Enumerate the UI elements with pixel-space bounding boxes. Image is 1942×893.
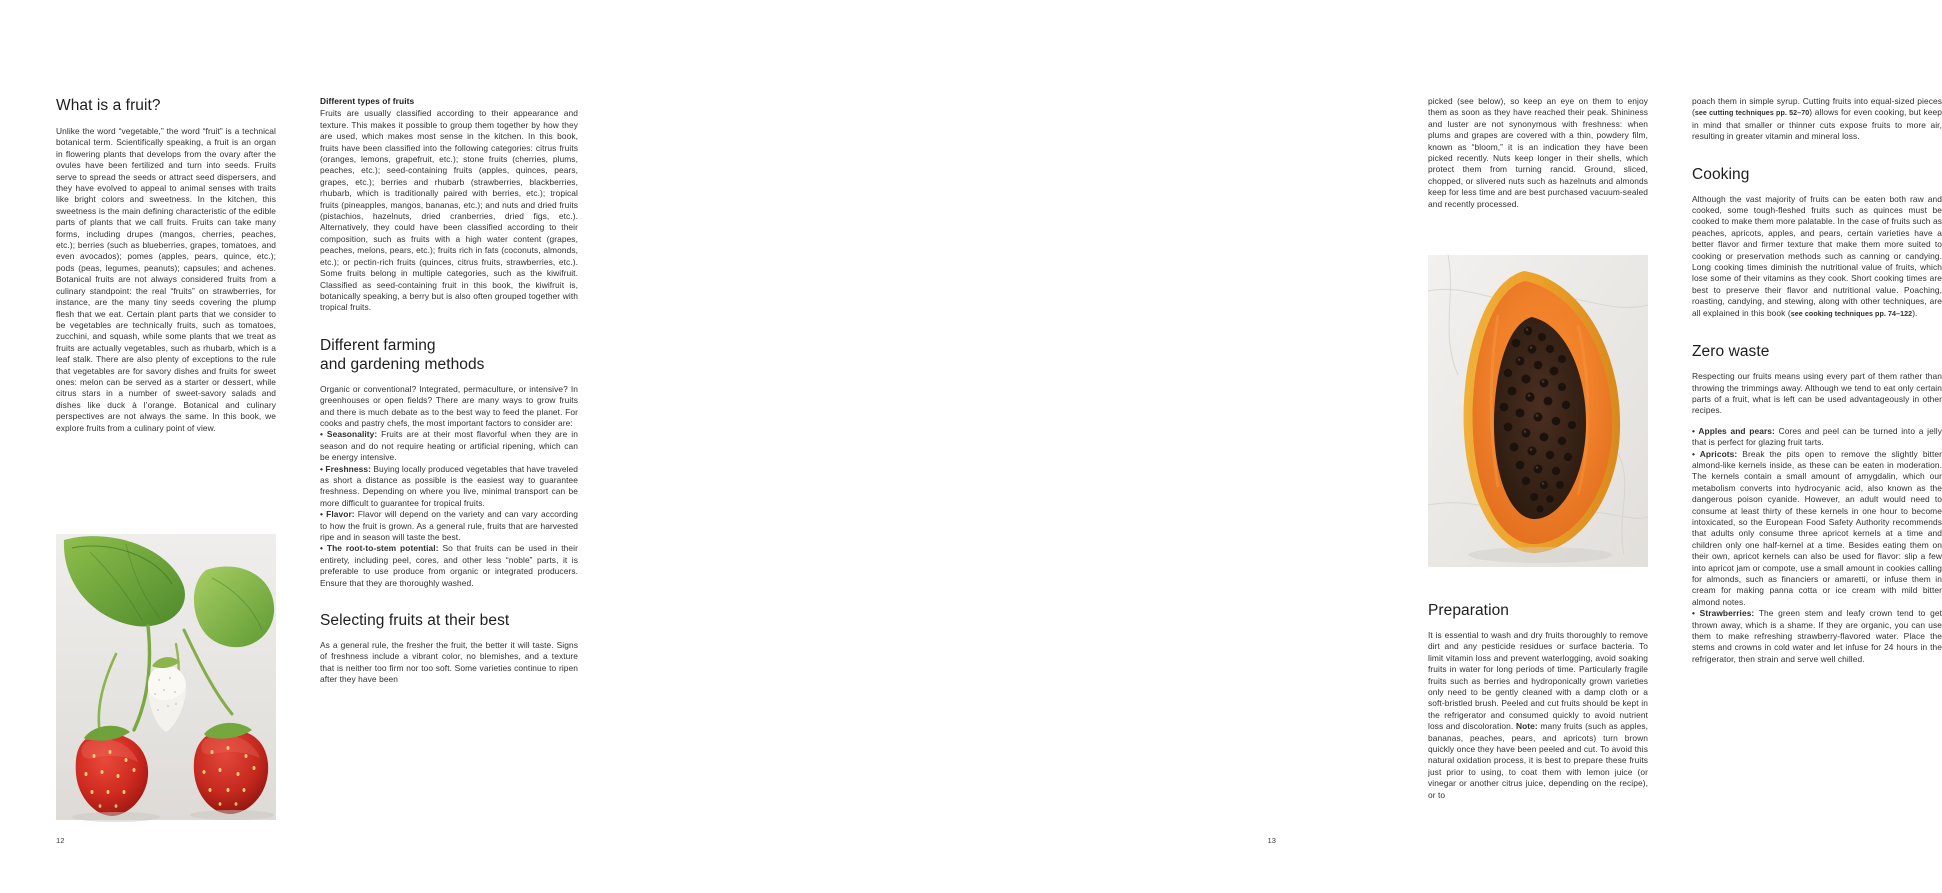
column-one [56, 96, 276, 434]
column-three-lower [1428, 601, 1648, 801]
bullet-root-to-stem [320, 543, 578, 589]
heading-line-1: Different farming [320, 336, 436, 354]
bullet-label: • The root-to-stem potential: [320, 543, 439, 554]
bullet-seasonality [320, 429, 578, 463]
bullet-text: Buying locally produced vegetables that have traveled as short a distance as possible is the easiest way to guarantee freshness. Depending on where you live, minimal transport can be more difficult to guarantee for tropical fruits. [320, 463, 579, 508]
bullet-label: • Strawberries: [1692, 608, 1755, 619]
strawberry-illustration [56, 534, 276, 820]
papaya-photo [1428, 255, 1648, 567]
page-number-right: 13 [1267, 836, 1276, 845]
heading-cooking: Cooking [1692, 165, 1750, 183]
bullet-text: So that fruits can be used in their entirety, including peel, cores, and other less “noble” parts, it is preferable to use produce from organic or integrated producers. Ensure that they are thoroughly washed. [320, 543, 578, 588]
body-paragraph: As a general rule, the fresher the fruit, the better it will taste. Signs of freshness include a vibrant color, no blemishes, and a texture that is neither too firm nor too soft. Some varieties continue to ripen after they have been [320, 640, 578, 685]
bullet-apricots [1692, 449, 1942, 609]
bullet-strawberries [1692, 608, 1942, 665]
body-paragraph [1428, 630, 1648, 801]
papaya-illustration [1428, 255, 1648, 567]
left-page [0, 0, 666, 893]
page-number-left: 12 [56, 836, 65, 845]
bullet-label: • Seasonality: [320, 429, 378, 440]
bullet-freshness [320, 464, 578, 510]
bullet-text: Break the pits open to remove the slightly bitter almond-like kernels inside, as these can be eaten in moderation. The kernels contain a small amount of amygdalin, which our metabolism converts into hydrocyanic acid, also known as the dangerous poison cyanide. However, an adult would need to consume at least thirty of these kernels in one hour to become intoxicated, so the European Food Safety Authority recommends that adults only consume three apricot kernels at a time and children only one half-kernel at a time. Besides eating them on their own, apricot kernels can also be used for flavor: slip a few into apricot jam or compote, use a small amount in cookies calling for almonds, such as financiers or amaretti, or infuse them in cream for making panna cotta or ice cream with mild bitter almond notes. [1692, 448, 1942, 607]
page-title: What is a fruit? [56, 97, 161, 114]
column-four [1692, 96, 1942, 665]
bullet-text: Flavor will depend on the variety and can vary according to how the fruit is grown. As a general rule, fruits that are harvested ripe and in season will taste the best. [320, 509, 579, 542]
body-paragraph: Respecting our fruits means using every part of them rather than throwing the trimmings away. Although we tend to eat only certain parts of a fruit, what is left can be used advantageously in other recipes. [1692, 371, 1942, 416]
subheading-different-types: Different types of fruits [320, 96, 415, 106]
bullet-label: • Apples and pears: [1692, 425, 1775, 436]
cross-reference-cutting[interactable]: see cutting techniques pp. 52–70 [1694, 109, 1810, 118]
bullet-label: • Freshness: [320, 463, 371, 474]
heading-selecting-fruits: Selecting fruits at their best [320, 612, 510, 630]
bullet-text: The green stem and leafy crown tend to get thrown away, which is a shame. If they are organic, you can use them to make refreshing strawberry-flavored water. Place the stems and crowns in cold water and let infuse for 24 hours in the refrigerator, then strain and serve well chilled. [1692, 608, 1942, 664]
paragraph-part-1: It is essential to wash and dry fruits thoroughly to remove dirt and any pesticide residues or surface bacteria. To limit vitamin loss and prevent waterlogging, avoid soaking fruits in water for long periods of time. Particularly fragile fruits such as berries and hydroponically grown varieties only need to be gently cleaned with a damp cloth or a soft-bristled brush. Peeled and cut fruits should be kept in the refrigerator and consumed quickly to avoid nutrient loss and discoloration. [1428, 630, 1648, 732]
heading-preparation: Preparation [1428, 602, 1509, 619]
bullet-label: • Flavor: [320, 509, 355, 520]
bullet-flavor [320, 509, 578, 543]
paragraph-part-1: poach them in simple syrup. Cutting fruits into equal-sized pieces ( [1692, 96, 1942, 118]
bullet-label: • Apricots: [1692, 448, 1738, 459]
heading-line-2: and gardening methods [320, 355, 485, 373]
heading-zero-waste: Zero waste [1692, 343, 1770, 361]
note-label: Note: [1515, 721, 1538, 732]
body-paragraph [1692, 96, 1942, 143]
heading-farming-methods [320, 336, 578, 374]
body-paragraph: Fruits are usually classified according to their appearance and texture. This makes it possible to group them together by how they are used, which makes most sense in the kitchen. In this book, fruits have been classified into the following categories: citrus fruits (oranges, lemons, grapefruit, etc.); stone fruits (cherries, plums, peaches, etc.); seed-containing fruits (apples, quinces, pears, grapes, etc.); berries and rhubarb (strawberries, blackberries, rhubarb, which is traditionally paired with berries, etc.); tropical fruits (pineapples, mangos, bananas, etc.); and nuts and dried fruits (pistachios, hazelnuts, dried cranberries, dried figs, etc.). Alternatively, they could have been classified according to their composition, such as fruits with a high water content (grapes, peaches, melons, pears, etc.); fruits rich in fats (coconuts, almonds, etc.); or pectin-rich fruits (quinces, citrus fruits, strawberries, etc.). Some fruits belong in multiple categories, such as the kiwifruit. Classified as seed-containing fruit in this book, the kiwifruit is, botanically speaking, a berry but is also often grouped together with tropical fruits. [320, 108, 578, 313]
body-paragraph: Organic or conventional? Integrated, permaculture, or intensive? In greenhouses or open fields? There are many ways to grow fruits and there is much debate as to the best way to feed the planet. For cooks and pastry chefs, the most important factors to consider are: [320, 383, 578, 428]
body-paragraph: Unlike the word “vegetable,” the word “fruit” is a technical botanical term. Scientifically speaking, a fruit is an organ in flowering plants that develops from the ovary after the ovules have been fertilized and turn into seeds. Fruits serve to spread the seeds or attract seed dispersers, and they have evolved to appeal to animal senses with traits like bright colors and sweetness. In the kitchen, this sweetness is the main defining characteristic of the edible parts of plants that we call fruits. Fruits can take many forms, including drupes (mangos, cherries, peaches, etc.); berries (such as blueberries, grapes, tomatoes, and even avocados); pomes (apples, pears, quince, etc.); pods (peas, legumes, peanuts); capsules; and achenes. Botanical fruits are not always considered fruits from a culinary standpoint: the real “fruits” on strawberries, for instance, are the many tiny seeds covering the plump flesh that we eat. Certain plant parts that we consider to be vegetables are technically fruits, such as tomatoes, zucchini, and squash, while some plants that we treat as fruits are actually vegetables, such as rhubarb, which is a leaf stalk. There are also plenty of exceptions to the rule that vegetables are for savory dishes and fruits for sweet ones: melon can be served as a starter or dessert, while citrus stars in a number of sweet-savory salads and dishes like duck à l’orange. Botanical and culinary perspectives are not always the same. In this book, we explore fruits from a culinary point of view. [56, 126, 276, 433]
paragraph-part-1: Although the vast majority of fruits can be eaten both raw and cooked, some tough-fleshed fruits such as quinces must be cooked to make them more palatable. In the case of fruits such as peaches, apricots, apples, and pears, certain varieties have a better flavor and firmer texture that make them more suited to cooking or preservation methods such as canning or candying. Long cooking times diminish the nutritional value of fruits, which lose some of their vitamins as they cook. Short cooking times are best to preserve their flavor and nutritional value. Poaching, roasting, candying, and stewing, along with other techniques, are all explained in this book ( [1692, 193, 1942, 318]
column-two [320, 96, 578, 686]
bullet-text: Cores and peel can be turned into a jelly that is perfect for glazing fruit tarts. [1692, 425, 1942, 448]
bullet-apples-and-pears [1692, 426, 1942, 449]
paragraph-part-2: ) allows for even cooking, but keep in mind that smaller or thinner cuts expose fruits to more air, resulting in greater vitamin and mineral loss. [1692, 107, 1942, 142]
paragraph-part-2: ). [1912, 307, 1918, 318]
bullet-text: Fruits are at their most flavorful when they are in season and do not require heating or artificial ripening, which can be energy intensive. [320, 429, 578, 463]
strawberry-photo [56, 534, 276, 820]
paragraph-part-2: many fruits (such as apples, bananas, peaches, pears, and apricots) turn brown quickly once they have been peeled and cut. To avoid this natural oxidation process, it is best to prepare these fruits just prior to using, to coat them with lemon juice (or vinegar or another citrus juice, depending on the recipe), or to [1428, 721, 1648, 800]
body-paragraph [1692, 194, 1942, 320]
body-paragraph: picked (see below), so keep an eye on them to enjoy them as soon as they have reached their peak. Shininess and luster are not synonymous with freshness: when plums and grapes are covered with a thin, powdery film, known as “bloom,” it is an indication they have been picked recently. Nuts keep longer in their shells, which protect them from turning rancid. Ground, sliced, chopped, or slivered nuts such as hazelnuts and almonds keep for less time and are best purchased vacuum-sealed and recently processed. [1428, 96, 1648, 209]
right-page [666, 0, 1942, 893]
column-three [1428, 96, 1648, 210]
cross-reference-cooking[interactable]: see cooking techniques pp. 74–122 [1790, 309, 1913, 318]
